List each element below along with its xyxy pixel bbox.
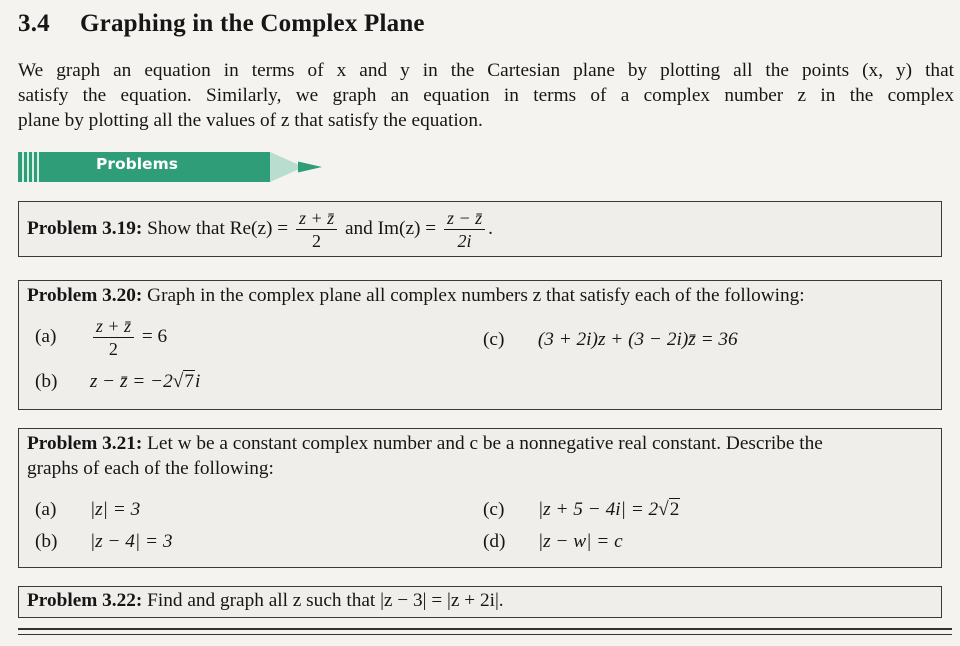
part-a-rhs: = 6: [141, 325, 168, 347]
part-b-label: (b): [35, 371, 58, 392]
part-c-radicand: 2: [669, 499, 680, 520]
pencil-ferrule-line-1: [22, 152, 24, 182]
part-b-expression: |z − 4| = 3: [89, 531, 173, 552]
problem-3-20-part-c: [483, 329, 738, 351]
problem-3-19-text-pre: Show that Re(z) =: [147, 217, 289, 239]
problems-banner-label: Problems: [96, 155, 178, 173]
problem-3-21-part-b: [35, 531, 173, 553]
part-a-fraction: [93, 317, 134, 358]
part-a-expression: |z| = 3: [89, 499, 141, 520]
bottom-rule-thick: [18, 628, 952, 630]
problem-3-21-label: Problem 3.21:: [27, 433, 143, 454]
im-fraction: [444, 209, 485, 250]
problem-3-20-label: Problem 3.20:: [27, 285, 143, 306]
problem-3-21-statement-line-1: [27, 433, 823, 455]
re-fraction-denominator: 2: [312, 231, 322, 251]
intro-line-3: plane by plotting all the values of z that satisfy the equation.: [18, 110, 483, 131]
problem-3-22-text: Find and graph all z such that |z − 3| = |z + 2i|.: [147, 590, 504, 611]
problem-3-22-statement: [27, 590, 504, 612]
part-b-radicand: 7: [184, 371, 195, 392]
problem-3-19-box: [18, 201, 942, 257]
section-number: 3.4: [18, 10, 50, 37]
pencil-ferrule-line-2: [27, 152, 29, 182]
part-c-expression: |z + 5 − 4i| = 2: [537, 499, 659, 520]
problem-3-22-box: [18, 586, 942, 618]
problem-3-19-statement: [27, 209, 493, 250]
problem-3-22-label: Problem 3.22:: [27, 590, 143, 611]
part-b-label: (b): [35, 531, 58, 552]
re-fraction-numerator: z + z̄: [296, 209, 337, 230]
intro-paragraph: [18, 58, 954, 133]
problem-3-19-text-mid: and Im(z) =: [344, 217, 437, 239]
part-a-numerator: z + z̄: [93, 317, 134, 338]
part-a-label: (a): [35, 499, 57, 520]
problem-3-20-box: [18, 280, 942, 410]
pencil-ferrule-line-3: [32, 152, 34, 182]
part-d-label: (d): [483, 531, 506, 552]
part-b-tail: i: [195, 371, 201, 392]
section-title: Graphing in the Complex Plane: [80, 10, 425, 37]
problem-3-19-label: Problem 3.19:: [27, 217, 143, 239]
problem-3-21-part-c: (c) |z + 5 − 4i| = 2√2: [483, 499, 680, 520]
intro-line-1: We graph an equation in terms of x and y in the Cartesian plane by plotting all the points (x, y) that: [18, 60, 954, 81]
part-d-expression: |z − w| = c: [537, 531, 623, 552]
re-fraction: [296, 209, 337, 250]
problem-3-20-part-b: (b) z − z̄ = −2√7i: [35, 371, 201, 392]
im-fraction-denominator: 2i: [457, 231, 472, 251]
part-a-label: (a): [35, 325, 57, 347]
problem-3-19-text-end: .: [488, 217, 493, 239]
problem-3-21-text-line-1: Let w be a constant complex number and c be a nonnegative real constant. Describe the: [147, 433, 823, 454]
im-fraction-numerator: z − z̄: [444, 209, 485, 230]
part-b-lhs: z − z̄ = −2: [89, 371, 173, 392]
problem-3-21-part-a: [35, 499, 140, 521]
pencil-ferrule-line-4: [37, 152, 39, 182]
section-heading: [18, 10, 425, 38]
part-c-label: (c): [483, 499, 505, 520]
bottom-rule-thin: [18, 634, 952, 635]
problem-3-21-statement-line-2: graphs of each of the following:: [27, 458, 274, 479]
problem-3-21-part-d: [483, 531, 623, 553]
pencil-lead: [298, 162, 322, 173]
problem-3-20-statement: [27, 285, 805, 307]
problem-3-20-part-a: [35, 317, 167, 358]
problem-3-20-text: Graph in the complex plane all complex numbers z that satisfy each of the following:: [147, 285, 805, 306]
part-c-label: (c): [483, 329, 505, 350]
part-a-denominator: 2: [108, 339, 118, 359]
part-c-expression: (3 + 2i)z + (3 − 2i)z̄ = 36: [537, 329, 738, 350]
intro-line-2: satisfy the equation. Similarly, we graph an equation in terms of a complex number z in the complex: [18, 85, 954, 106]
problem-3-21-box: [18, 428, 942, 568]
